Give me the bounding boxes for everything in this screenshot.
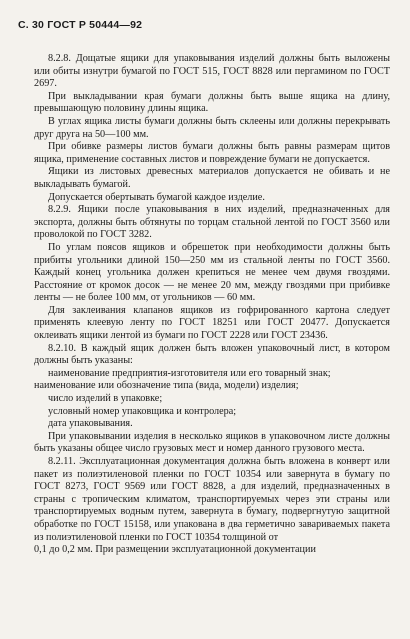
paragraph: По углам поясов ящиков и обрешеток при необходимости должны быть прибиты угольники длиной 150—250 мм из стальной ленты по ГОСТ 3560. Каждый конец угольника должен крепиться не менее чем двумя гвоздями. Расстояние от кромок досок — не менее 20 мм, между гвоздями при прибивке ленты — не более 100 мм, от угольников — 60 мм. [34,241,390,304]
paragraph: В углах ящика листы бумаги должны быть склеены или должны перекрывать друг друга на 50—100 мм. [34,115,390,140]
paragraph: При упаковывании изделия в несколько ящиков в упаковочном листе должны быть указаны общее число грузовых мест и номер данного грузового места. [34,430,390,455]
paragraph-8-2-9: 8.2.9. Ящики после упаковывания в них изделий, предназначенных для экспорта, должны быть обтянуты по торцам стальной лентой по ГОСТ 3560 или проволокой по ГОСТ 3282. [34,204,390,241]
paragraph: Для заклеивания клапанов ящиков из гофрированного картона следует применять клеевую ленту по ГОСТ 18251 или ГОСТ 20477. Допускается оклеивать ящики лентой из бумаги по ГОСТ 2228 или ГОСТ 23436. [34,304,390,342]
paragraph-8-2-8: 8.2.8. Дощатые ящики для упаковывания изделий должны быть выложены или обиты изнутри бумагой по ГОСТ 515, ГОСТ 8828 или пергамином по ГОСТ 2697. [34,53,390,90]
list-item: наименование предприятия-изготовителя или его товарный знак; [48,367,331,379]
list-item: наименование или обозначение типа (вида, модели) изделия; [34,380,299,392]
paragraph: Допускается обертывать бумагой каждое изделие. [48,191,265,203]
paragraph: При выкладывании края бумаги должны быть выше ящика на длину, превышающую половину длины ящика. [34,90,390,115]
paragraph: При обивке размеры листов бумаги должны быть равны размерам щитов ящика, применение составных листов и повреждение бумаги не допускается. [34,141,390,165]
paragraph: Ящики из листовых древесных материалов допускается не обивать и не выкладывать бумагой. [34,166,390,190]
page-header: С. 30 ГОСТ Р 50444—92 [18,19,143,31]
paragraph-8-2-11: 8.2.11. Эксплуатационная документация должна быть вложена в конверт или пакет из полиэтиленовой пленки по ГОСТ 10354 или завернута в бумагу по ГОСТ 8273, ГОСТ 9569 или ГОСТ 8828, а для изделий, предназначенных в страны с тропическим климатом, транспортируемых через эти страны или транспортируемых водным путем, завернута в бумагу, подвергнутую защитной обработке по ГОСТ 15158, или упакована в два герметично завариваемых пакета из полиэтиленовой пленки по ГОСТ 10354 толщиной от [34,456,390,543]
list-item: число изделий в упаковке; [48,393,163,405]
paragraph-continuation: 0,1 до 0,2 мм. При размещении эксплуатационной документации [34,544,316,556]
list-item: дата упаковывания. [48,418,133,430]
list-item: условный номер упаковщика и контролера; [48,405,237,417]
paragraph-8-2-10: 8.2.10. В каждый ящик должен быть вложен упаковочный лист, в котором должны быть указаны: [34,342,390,367]
page-body [34,53,390,557]
